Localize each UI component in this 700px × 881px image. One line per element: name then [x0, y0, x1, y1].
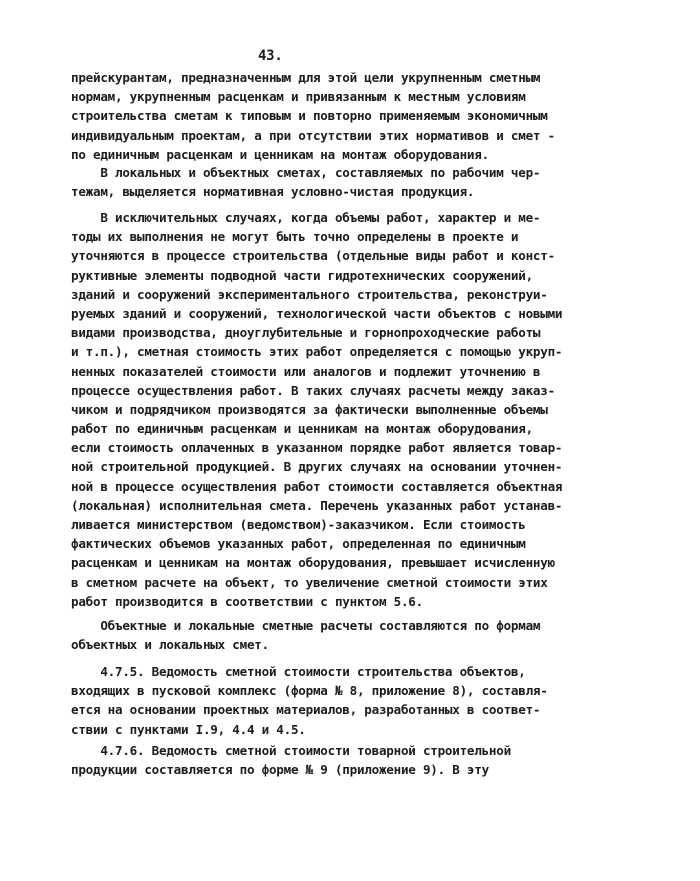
text-line: уточняются в процессе строительства (отдельные виды работ и конст-	[71, 248, 555, 264]
text-line: ливается министерством (ведомством)-заказчиком. Если стоимость	[71, 517, 526, 532]
text-line: ной в процессе осуществления работ стоимости составляется объектная	[71, 478, 563, 494]
paragraph-6	[71, 741, 511, 779]
text-line: работ по единичным расценкам и ценникам на монтаж оборудования,	[71, 421, 533, 437]
paragraph-4	[71, 616, 540, 654]
text-line: руктивные элементы подводной части гидротехнических сооружений,	[71, 267, 533, 283]
text-line: и т.п.), сметная стоимость этих работ определяется с помощью укруп-	[71, 344, 563, 360]
page-number: 43.	[258, 48, 283, 64]
text-line: чиком и подрядчиком производятся за фактически выполненные объемы	[71, 401, 548, 417]
text-line: в сметном расчете на объект, то увеличение сметной стоимости этих	[71, 574, 548, 590]
text-line: (локальная) исполнительная смета. Перечень указанных работ устанав-	[71, 497, 563, 513]
text-line: В исключительных случаях, когда объемы работ, характер и ме-	[71, 210, 541, 225]
text-line: ствии с пунктами I.9, 4.4 и 4.5.	[71, 721, 306, 737]
text-line: Объектные и локальные сметные расчеты составляются по формам	[71, 618, 541, 633]
text-line: продукции составляется по форме № 9 (приложение 9). В эту	[71, 762, 489, 778]
text-line: нормам, укрупненным расценкам и привязанным к местным условиям	[71, 89, 526, 105]
text-line: строительства сметам к типовым и повторно применяемым экономичным	[71, 108, 548, 124]
text-line: В локальных и объектных сметах, составляемых по рабочим чер-	[71, 165, 541, 180]
text-line: зданий и сооружений экспериментального строительства, реконструи-	[71, 286, 548, 302]
text-line: 4.7.6. Ведомость сметной стоимости товарной строительной	[71, 743, 511, 758]
text-line: тежам, выделяется нормативная условно-чистая продукция.	[71, 184, 475, 200]
text-line: прейскурантам, предназначенным для этой цели укрупненным сметным	[71, 70, 541, 85]
text-line: работ производится в соответствии с пунктом 5.6.	[71, 593, 423, 609]
text-line: ется на основании проектных материалов, разработанных в соответ-	[71, 702, 541, 718]
text-line: процессе осуществления работ. В таких случаях расчеты между заказ-	[71, 382, 555, 398]
text-line: расценкам и ценникам на монтаж оборудования, превышает исчисленную	[71, 555, 555, 571]
text-line: ненных показателей стоимости или аналогов и подлежит уточнению в	[71, 363, 541, 379]
text-line: объектных и локальных смет.	[71, 637, 269, 653]
text-line: индивидуальным проектам, а при отсутствии этих нормативов и смет -	[71, 127, 555, 143]
text-line: фактических объемов указанных работ, определенная по единичным	[71, 536, 526, 552]
text-line: 4.7.5. Ведомость сметной стоимости строительства объектов,	[71, 664, 526, 679]
text-line: тоды их выполнения не могут быть точно определены в проекте и	[71, 229, 519, 245]
text-line: руемых зданий и сооружений, технологической части объектов с новыми	[71, 305, 563, 321]
paragraph-2	[71, 163, 540, 201]
text-line: ной строительной продукцией. В других случаях на основании уточнен-	[71, 459, 563, 475]
text-line: входящих в пусковой комплекс (форма № 8, приложение 8), составля-	[71, 683, 548, 699]
paragraph-3	[71, 208, 562, 611]
paragraph-5	[71, 662, 548, 739]
text-line: по единичным расценкам и ценникам на монтаж оборудования.	[71, 146, 489, 162]
paragraph-1	[71, 68, 555, 164]
text-line: если стоимость оплаченных в указанном порядке работ является товар-	[71, 440, 563, 456]
text-line: видами производства, дноуглубительные и горнопроходческие работы	[71, 325, 541, 341]
